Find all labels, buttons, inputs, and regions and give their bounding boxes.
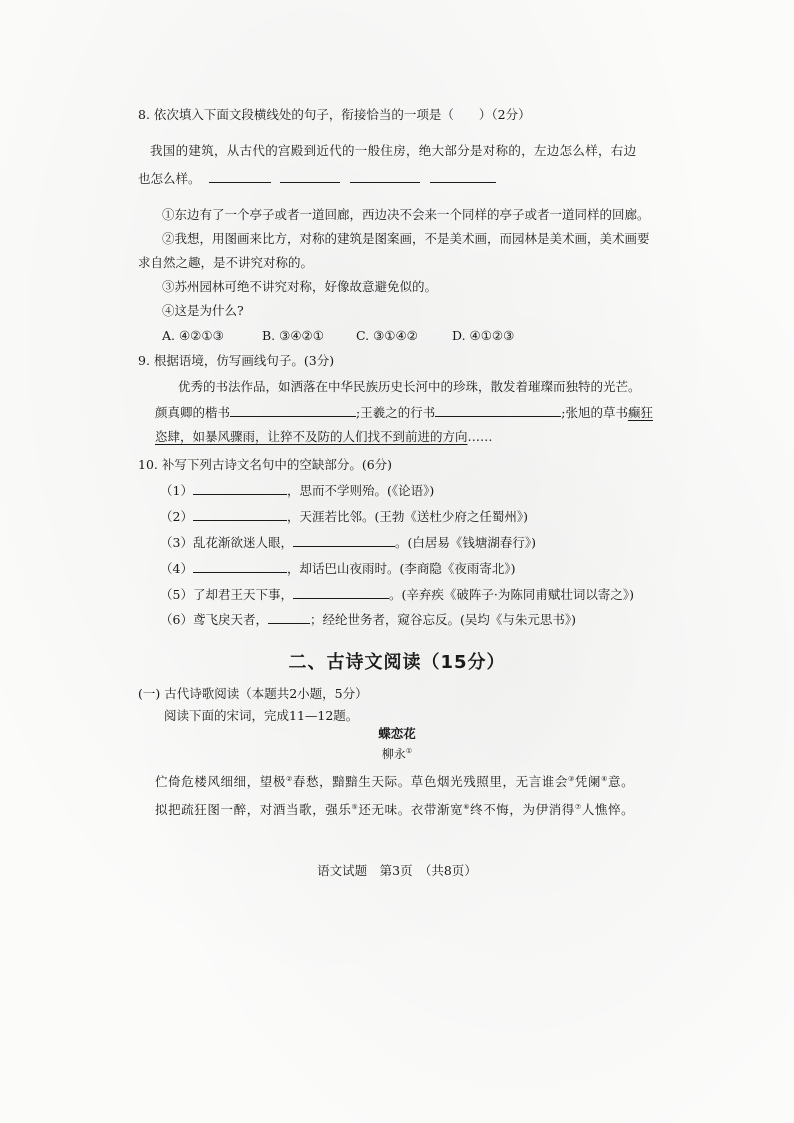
q10-item-4: （4） ，却话巴山夜雨时。(李商隐《夜雨寄北》) <box>160 561 516 576</box>
poem-line-2: 拟把疏狂图一醉，对酒当歌，强乐⑤还无味。衣带渐宽⑥终不悔，为伊消得⑦人憔悴。 <box>155 802 635 817</box>
q9-context: 优秀的书法作品，如洒落在中华民族历史长河中的珍珠，散发着璀璨而独特的光芒。 <box>178 379 641 394</box>
q8-paragraph-line1: 我国的建筑，从古代的宫殿到近代的一般住房，绝大部分是对称的，左边怎么样，右边 <box>150 143 637 158</box>
q8-option-1: ①东边有了一个亭子或者一道回廊，西边决不会来一个同样的亭子或者一道同样的回廊。 <box>162 207 650 222</box>
q8-option-2-line2: 求自然之趣，是不讲究对称的。 <box>138 255 314 270</box>
q9-underlined-sentence-start: 癫狂 <box>627 405 653 420</box>
q8-choice-a[interactable]: A. ④②①③ <box>162 328 224 343</box>
q10-blank-3[interactable] <box>293 534 395 547</box>
q10-blank-2[interactable] <box>193 508 287 521</box>
q10-item-3: （3）乱花渐欲迷人眼， 。(白居易《钱塘湖春行》) <box>160 535 536 550</box>
q8-choice-c[interactable]: C. ③①④② <box>356 328 418 343</box>
q9-blank-2[interactable] <box>435 404 561 417</box>
q10-blank-6[interactable] <box>268 611 310 624</box>
q9-line3: 恣肆，如暴风骤雨，让猝不及防的人们找不到前进的方向…… <box>155 429 493 444</box>
poem-title: 蝶恋花 <box>378 726 416 741</box>
q8-choice-d[interactable]: D. ④①②③ <box>452 328 515 343</box>
page-footer: 语文试题 第3页 （共8页） <box>317 863 477 878</box>
q8-stem: 8. 依次填入下面文段横线处的句子，衔接恰当的一项是（ ）（2分） <box>138 107 531 122</box>
q10-item-1: （1） ，思而不学则殆。(《论语》) <box>160 483 435 498</box>
q10-item-5: （5）了却君王天下事， 。(辛弃疾《破阵子·为陈同甫赋壮词以寄之》) <box>160 587 634 602</box>
q8-blank-4[interactable] <box>430 170 496 183</box>
q10-blank-1[interactable] <box>193 482 287 495</box>
q9-blank-1[interactable] <box>230 404 356 417</box>
q10-blank-5[interactable] <box>293 586 389 599</box>
q8-blank-1[interactable] <box>209 170 271 183</box>
q8-paragraph-line2: 也怎么样。 <box>138 170 496 188</box>
section-title: 二、古诗文阅读（15分） <box>288 652 506 673</box>
q8-choice-b[interactable]: B. ③④②① <box>262 328 324 343</box>
q8-blank-3[interactable] <box>350 170 420 183</box>
q10-item-2: （2） ，天涯若比邻。(王勃《送杜少府之任蜀州》) <box>160 509 528 524</box>
section-subtitle: (一) 古代诗歌阅读（本题共2小题，5分） <box>138 686 368 701</box>
q10-stem: 10. 补写下列古诗文名句中的空缺部分。(6分) <box>138 457 393 472</box>
q8-option-4: ④这是为什么? <box>162 303 244 318</box>
q8-blank-2[interactable] <box>280 170 340 183</box>
q9-stem: 9. 根据语境，仿写画线句子。(3分) <box>138 353 335 368</box>
poem-line-1: 伫倚危楼风细细，望极②春愁，黯黯生天际。草色烟光残照里，无言谁会③凭阑④意。 <box>155 774 635 789</box>
q8-option-3: ③苏州园林可绝不讲究对称，好像故意避免似的。 <box>162 279 438 294</box>
q10-blank-4[interactable] <box>193 560 287 573</box>
poem-author: 柳永① <box>381 747 413 761</box>
q9-underlined-sentence: 恣肆，如暴风骤雨，让猝不及防的人们找不到前进的方向 <box>155 429 468 444</box>
q9-line2: 颜真卿的楷书 ;王羲之的行书 ;张旭的草书癫狂 <box>155 405 653 420</box>
section-instruction: 阅读下面的宋词，完成11—12题。 <box>164 708 359 723</box>
q10-item-6: （6）鸢飞戾天者， ；经纶世务者，窥谷忘反。(吴均《与朱元思书》) <box>160 612 576 627</box>
q8-option-2-line1: ②我想，用图画来比方，对称的建筑是图案画，不是美术画，而园林是美术画，美术画要 <box>162 231 650 246</box>
